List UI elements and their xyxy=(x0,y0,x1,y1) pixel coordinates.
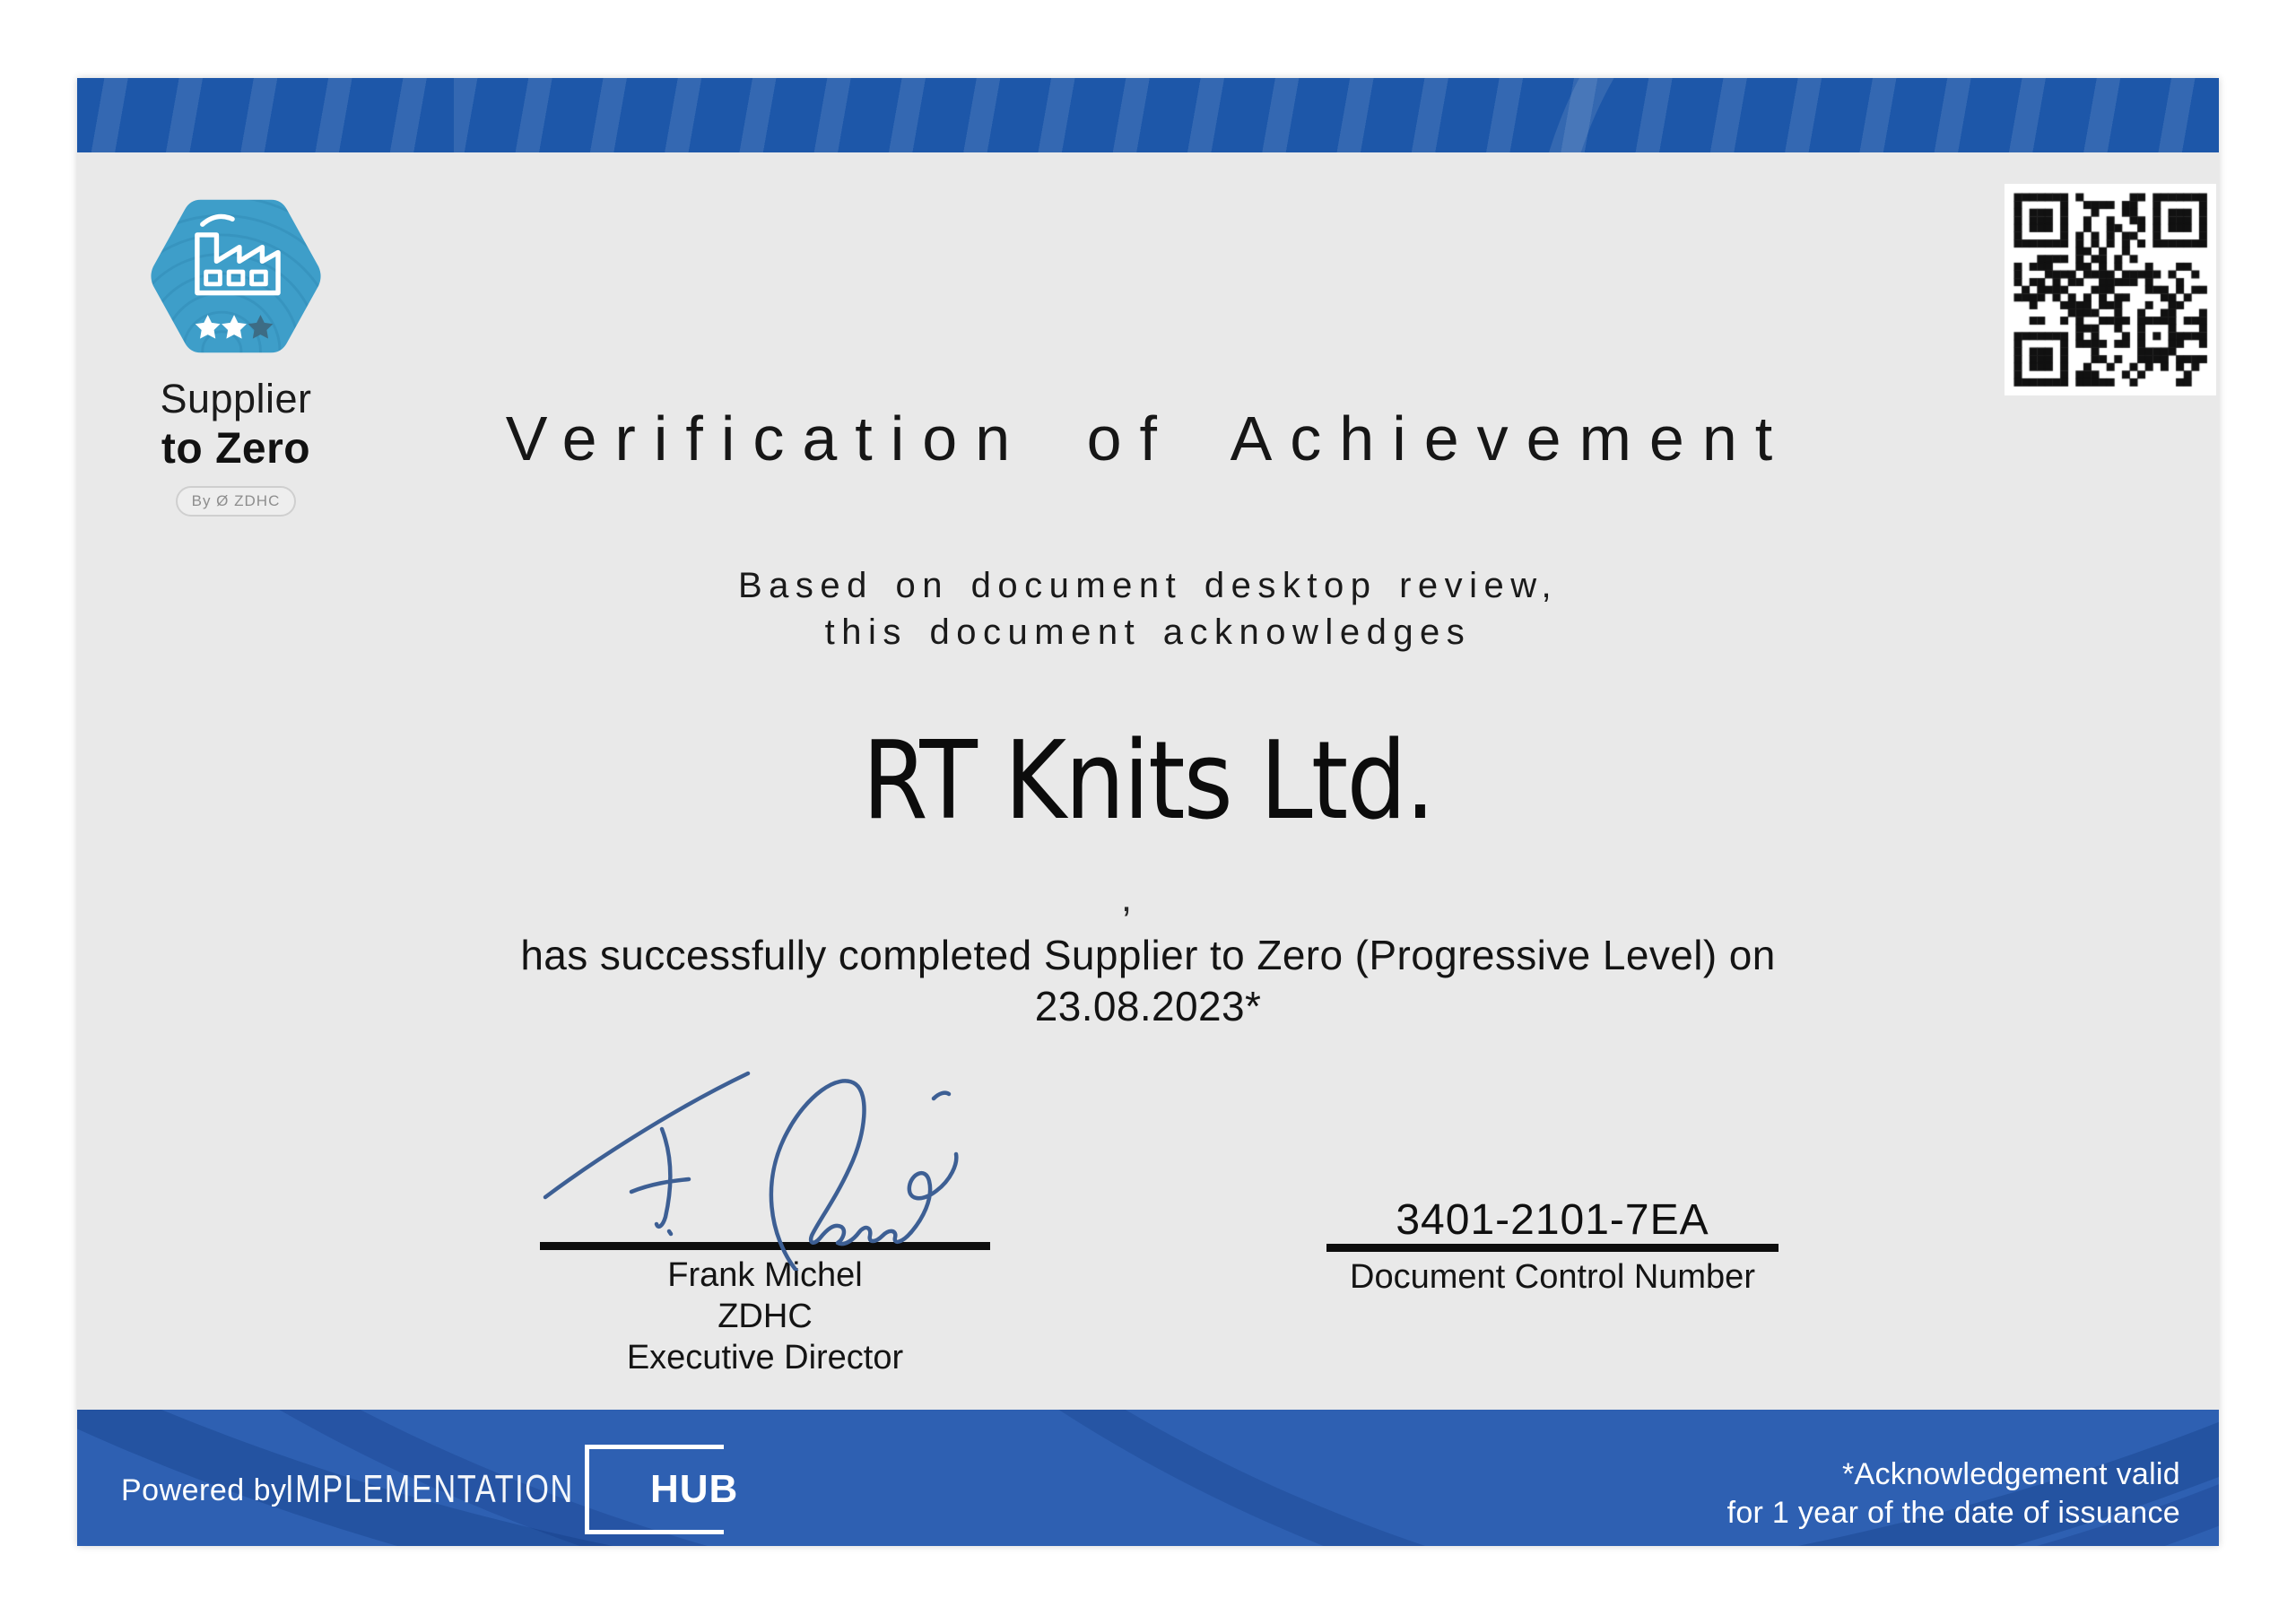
implementation-hub-logo: IMPLEMENTATION xyxy=(285,1467,574,1511)
signatory-name: Frank Michel xyxy=(667,1256,863,1294)
logo-word-to-zero: to Zero xyxy=(161,425,311,473)
signatory-organization: ZDHC xyxy=(718,1298,813,1335)
signature-image xyxy=(526,1046,1010,1271)
certificate xyxy=(77,78,2219,1546)
document-control-rule xyxy=(1326,1244,1779,1252)
intro-line-1: Based on document desktop review, xyxy=(737,566,1559,605)
validity-note xyxy=(1642,1455,2180,1533)
by-zdhc-badge: By Ø ZDHC xyxy=(176,486,297,517)
intro-text xyxy=(77,562,2219,656)
stray-comma-mark: , xyxy=(1120,876,1133,920)
qr-code-card xyxy=(2005,184,2216,395)
curved-stripe-pattern xyxy=(1530,78,2219,152)
validity-note-line-2: for 1 year of the date of issuance xyxy=(1726,1496,2180,1530)
hub-word: HUB xyxy=(645,1465,744,1514)
qr-code xyxy=(2005,184,2216,395)
document-control-number: 3401-2101-7EA xyxy=(1396,1196,1709,1244)
intro-line-2: this document acknowledges xyxy=(824,612,1472,652)
recipient-name: RT Knits Ltd. xyxy=(862,719,1434,844)
document-control-label: Document Control Number xyxy=(1350,1258,1755,1296)
top-banner xyxy=(77,78,2219,152)
signatory-role: Executive Director xyxy=(626,1339,904,1376)
signatory-block xyxy=(541,1255,989,1378)
certificate-title: Verification of Achievement xyxy=(505,404,1791,473)
statement-line-2: 23.08.2023* xyxy=(1034,983,1262,1029)
hexagon-badge-icon xyxy=(148,193,324,360)
achievement-statement xyxy=(77,930,2219,1032)
validity-note-line-1: *Acknowledgement valid xyxy=(1841,1457,2180,1491)
powered-by-label: Powered by xyxy=(121,1473,287,1507)
hub-bracket-icon xyxy=(585,1445,739,1534)
logo-word-supplier: Supplier xyxy=(160,376,312,421)
statement-line-1: has successfully completed Supplier to Zero (Progressive Level) on xyxy=(520,932,1776,978)
